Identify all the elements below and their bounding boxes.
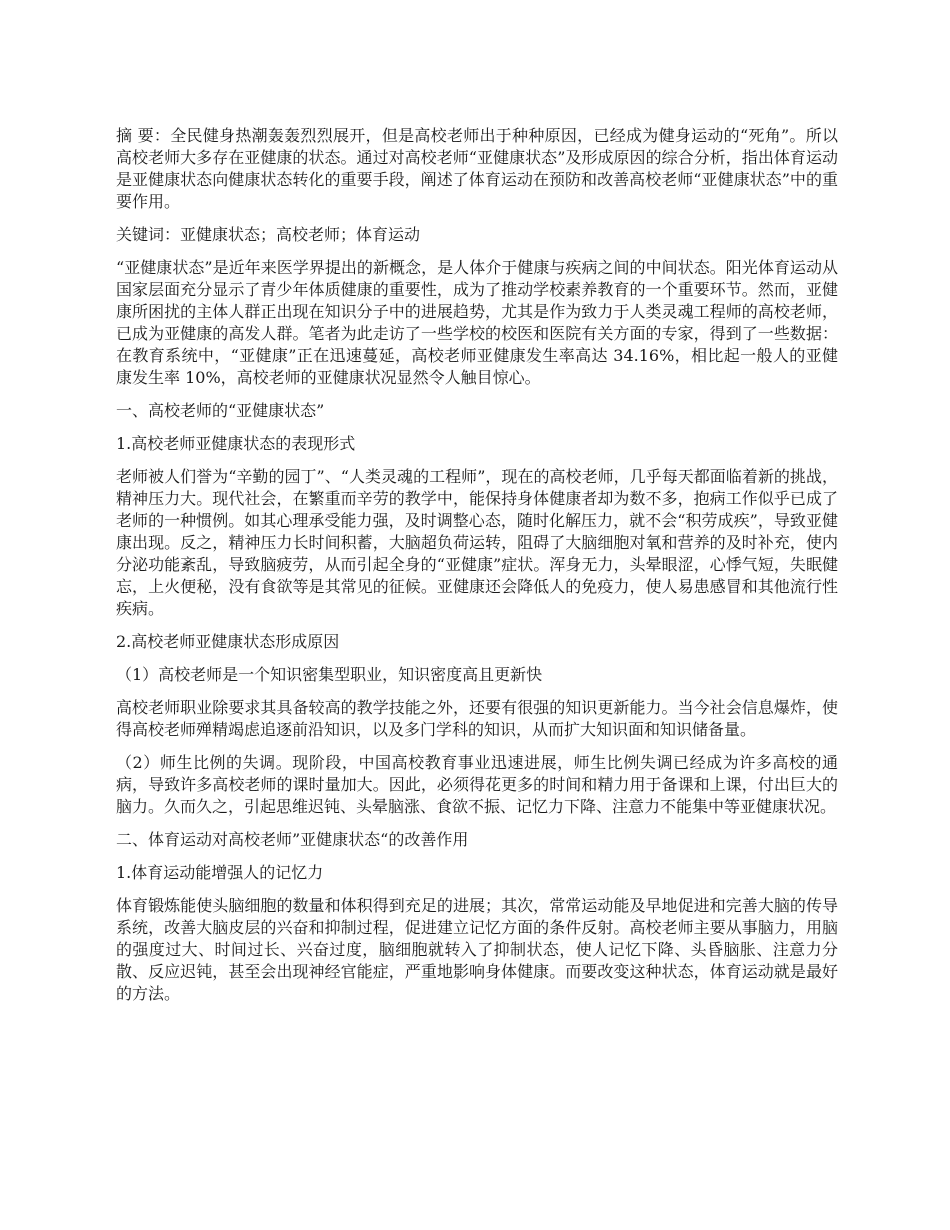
reason-1-paragraph: 高校老师职业除要求其具备较高的教学技能之外，还要有很强的知识更新能力。当今社会信息爆炸，使得高校老师殚精竭虑追逐前沿知识，以及多门学科的知识，从而扩大知识面和知识储备量。	[116, 698, 838, 739]
subsection-heading-3: 1.体育运动能增强人的记忆力	[116, 863, 324, 882]
subsection-3-paragraph: 体育锻炼能使头脑细胞的数量和体积得到充足的进展；其次，常常运动能及早地促进和完善大脑的传导系统，改善大脑皮层的兴奋和抑制过程，促进建立记忆方面的条件反射。高校老师主要从事脑力，用脑的强度过大、时间过长、兴奋过度，脑细胞就转入了抑制状态，使人记忆下降、头昏脑胀、注意力分散、反应迟钝，甚至会出现神经官能症，严重地影响身体健康。而要改变这种状态，体育运动就是最好的方法。	[116, 896, 838, 1003]
document-page	[116, 125, 838, 1016]
subsection-heading-2: 2.高校老师亚健康状态形成原因	[116, 632, 340, 651]
subsection-heading-1: 1.高校老师亚健康状态的表现形式	[116, 434, 356, 453]
intro-paragraph: “亚健康状态”是近年来医学界提出的新概念，是人体介于健康与疾病之间的中间状态。阳光体育运动从国家层面充分显示了青少年体质健康的重要性，成为了推动学校素养教育的一个重要环节。然而，亚健康所困扰的主体人群正出现在知识分子中的进展趋势，尤其是作为致力于人类灵魂工程师的高校老师，已成为亚健康的高发人群。笔者为此走访了一些学校的校医和医院有关方面的专家，得到了一些数据：在教育系统中，“亚健康”正在迅速蔓延，高校老师亚健康发生率高达 34.16%，相比起一般人的亚健康发生率 10%，高校老师的亚健康状况显然令人触目惊心。	[116, 258, 838, 387]
abstract-paragraph: 摘 要：全民健身热潮轰轰烈烈展开，但是高校老师出于种种原因，已经成为健身运动的“死角”。所以高校老师大多存在亚健康的状态。通过对高校老师“亚健康状态”及形成原因的综合分析，指出体育运动是亚健康状态向健康状态转化的重要手段，阐述了体育运动在预防和改善高校老师“亚健康状态”中的重要作用。	[116, 126, 838, 211]
section-heading-1: 一、高校老师的“亚健康状态”	[116, 401, 325, 420]
section-heading-2: 二、体育运动对高校老师”亚健康状态“的改善作用	[116, 830, 469, 849]
reason-2-paragraph: （2）师生比例的失调。现阶段，中国高校教育事业迅速进展，师生比例失调已经成为许多高校的通病，导致许多高校老师的课时量加大。因此，必须得花更多的时间和精力用于备课和上课，付出巨大的脑力。久而久之，引起思维迟钝、头晕脑涨、食欲不振、记忆力下降、注意力不能集中等亚健康状况。	[116, 753, 838, 816]
subsection-1-paragraph: 老师被人们誉为“辛勤的园丁”、“人类灵魂的工程师”，现在的高校老师，几乎每天都面临着新的挑战，精神压力大。现代社会，在繁重而辛劳的教学中，能保持身体健康者却为数不多，抱病工作似乎已成了老师的一种惯例。如其心理承受能力强，及时调整心态，随时化解压力，就不会“积劳成疾”，导致亚健康出现。反之，精神压力长时间积蓄，大脑超负荷运转，阻碍了大脑细胞对氧和营养的及时补充，使内分泌功能紊乱，导致脑疲劳，从而引起全身的“亚健康”症状。浑身无力，头晕眼涩，心悸气短，失眠健忘，上火便秘，没有食欲等是其常见的征候。亚健康还会降低人的免疫力，使人易患感冒和其他流行性疾病。	[116, 467, 838, 618]
reason-1-heading: （1）高校老师是一个知识密集型职业，知识密度高且更新快	[116, 665, 543, 684]
keywords-line: 关键词：亚健康状态；高校老师；体育运动	[116, 225, 421, 244]
